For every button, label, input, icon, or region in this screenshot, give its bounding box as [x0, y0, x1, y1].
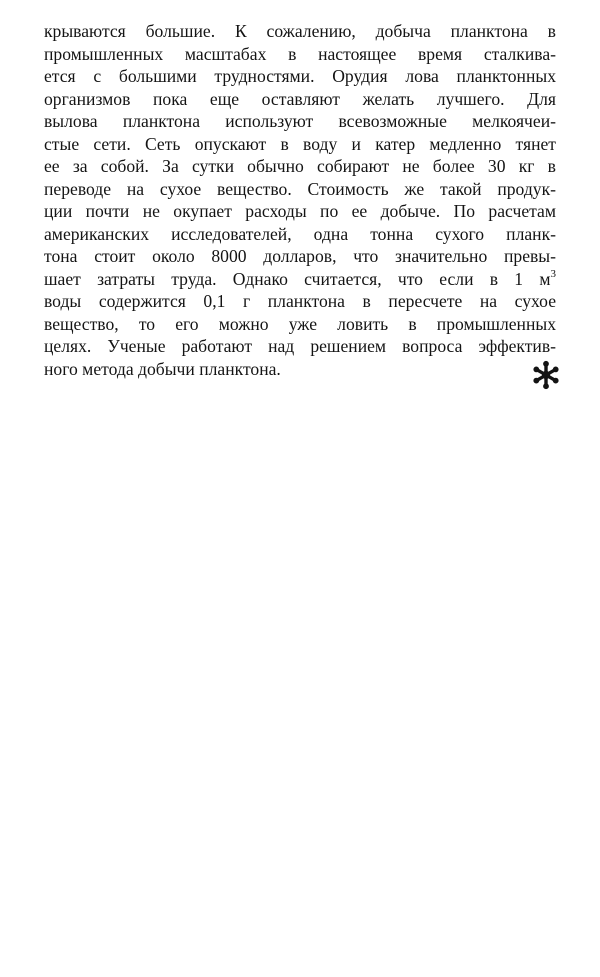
text-line: ее за собой. За сутки обычно собирают не более 30 кг в: [44, 156, 556, 176]
text-line-with-superscript: [44, 268, 556, 291]
cubic-superscript: 3: [550, 267, 556, 280]
text-line: промышленных масштабах в настоящее время сталкива-: [44, 43, 556, 64]
text-line-content: шает затраты труда. Однако считается, что если в 1 м: [44, 268, 551, 289]
text-line: ного метода добычи планктона.: [44, 358, 281, 379]
text-line: крываются большие. К сожалению, добыча планктона в: [44, 21, 556, 41]
text-line: переводе на сухое вещество. Стоимость же такой продук-: [44, 178, 556, 199]
text-line: вылова планктона используют всевозможные мелкоячеи-: [44, 111, 556, 131]
text-line: ции почти не окупает расходы по ее добыче. По расчетам: [44, 201, 556, 221]
asterisk-ornament-icon: [531, 360, 561, 390]
body-paragraph: [44, 20, 556, 380]
text-line: стые сети. Сеть опускают в воду и катер медленно тянет: [44, 133, 556, 154]
text-line: тона стоит около 8000 долларов, что значительно превы-: [44, 246, 556, 266]
text-line: целях. Ученые работают над решением вопроса эффектив-: [44, 336, 556, 356]
text-line: организмов пока еще оставляют желать лучшего. Для: [44, 88, 556, 109]
text-line: американских исследователей, одна тонна сухого планк-: [44, 223, 556, 244]
text-line: ется с большими трудностями. Орудия лова планктонных: [44, 66, 556, 86]
text-line: вещество, то его можно уже ловить в промышленных: [44, 313, 556, 334]
text-line: воды содержится 0,1 г планктона в пересчете на сухое: [44, 291, 556, 311]
